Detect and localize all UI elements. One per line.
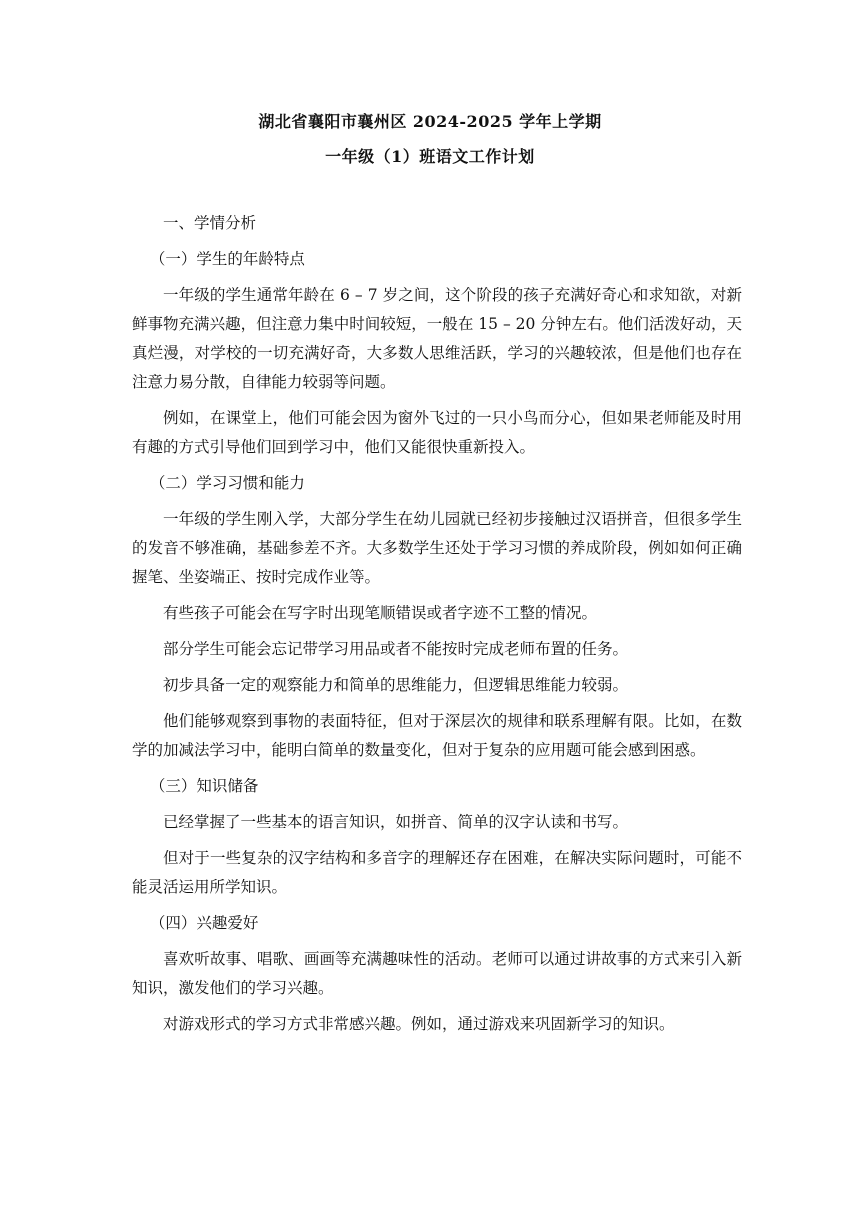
paragraph: 一年级的学生刚入学，大部分学生在幼儿园就已经初步接触过汉语拼音，但很多学生的发音不够准确，基础参差不齐。大多数学生还处于学习习惯的养成阶段，例如如何正确握笔、坐姿端正、按时完成作业等。 [132, 510, 742, 586]
paragraph: 对游戏形式的学习方式非常感兴趣。例如，通过游戏来巩固新学习的知识。 [163, 1015, 675, 1033]
paragraph: 喜欢听故事、唱歌、画画等充满趣味性的活动。老师可以通过讲故事的方式来引入新知识，激发他们的学习兴趣。 [132, 950, 742, 997]
document-title-line2: 一年级（1）班语文工作计划 [325, 147, 535, 166]
section-heading: 一、学情分析 [163, 214, 257, 232]
paragraph: 已经掌握了一些基本的语言知识，如拼音、简单的汉字认读和书写。 [163, 813, 629, 831]
subsection-heading: （四）兴趣爱好 [149, 914, 259, 932]
paragraph: 例如，在课堂上，他们可能会因为窗外飞过的一只小鸟而分心，但如果老师能及时用有趣的方式引导他们回到学习中，他们又能很快重新投入。 [132, 409, 742, 456]
subsection-heading: （二）学习习惯和能力 [149, 474, 305, 492]
paragraph: 部分学生可能会忘记带学习用品或者不能按时完成老师布置的任务。 [163, 640, 629, 658]
paragraph: 有些孩子可能会在写字时出现笔顺错误或者字迹不工整的情况。 [163, 604, 598, 622]
paragraph: 他们能够观察到事物的表面特征，但对于深层次的规律和联系理解有限。比如，在数学的加减法学习中，能明白简单的数量变化，但对于复杂的应用题可能会感到困惑。 [132, 712, 742, 759]
paragraph: 但对于一些复杂的汉字结构和多音字的理解还存在困难，在解决实际问题时，可能不能灵活运用所学知识。 [132, 849, 742, 896]
document-title-line1: 湖北省襄阳市襄州区 2024-2025 学年上学期 [258, 112, 602, 131]
paragraph: 一年级的学生通常年龄在 6 – 7 岁之间，这个阶段的孩子充满好奇心和求知欲，对新鲜事物充满兴趣，但注意力集中时间较短，一般在 15 – 20 分钟左右。他们活泼好动，天真烂漫，对学校的一切充满好奇，大多数人思维活跃，学习的兴趣较浓，但是他们也存在注意力易分散，自律能力较弱等问题。 [132, 286, 742, 391]
subsection-heading: （一）学生的年龄特点 [149, 250, 305, 268]
subsection-heading: （三）知识储备 [149, 777, 259, 795]
document-body [132, 209, 742, 1046]
paragraph: 初步具备一定的观察能力和简单的思维能力，但逻辑思维能力较弱。 [163, 676, 629, 694]
